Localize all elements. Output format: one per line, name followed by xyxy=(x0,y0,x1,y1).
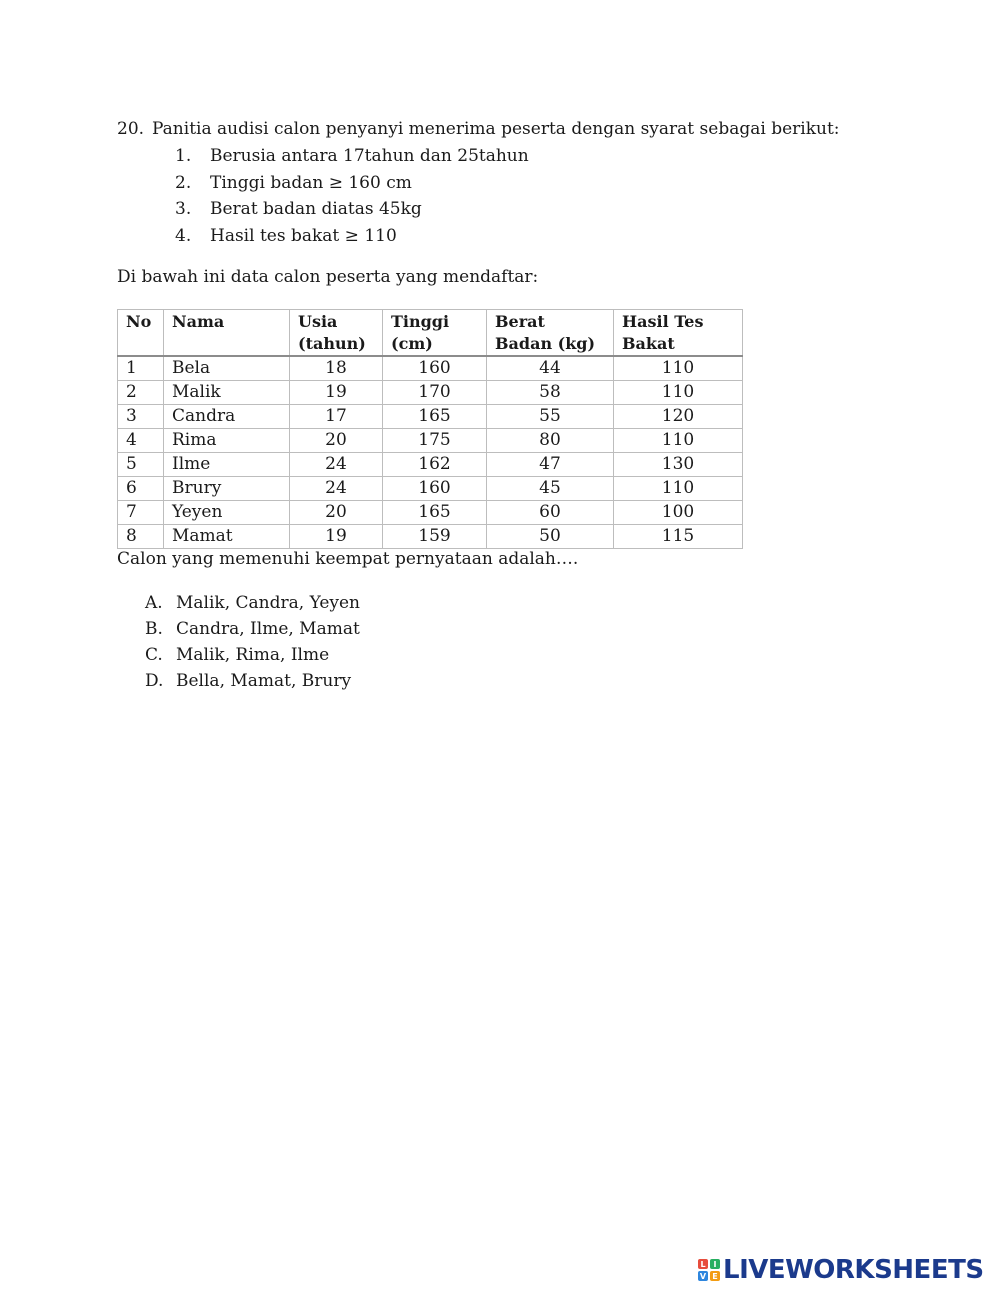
cell-tinggi: 160 xyxy=(383,477,487,501)
cell-nama: Malik xyxy=(164,381,290,405)
liveworksheets-logo[interactable] xyxy=(698,1256,984,1284)
cell-usia: 20 xyxy=(290,501,383,525)
table-row xyxy=(118,381,743,405)
table-intro: Di bawah ini data calon peserta yang mendaftar: xyxy=(117,267,539,287)
cell-hasil: 100 xyxy=(614,501,743,525)
table-row xyxy=(118,356,743,381)
cell-no: 7 xyxy=(118,501,164,525)
question-text: Panitia audisi calon penyanyi menerima peserta dengan syarat sebagai berikut: xyxy=(152,119,840,139)
logo-text: LIVEWORKSHEETS xyxy=(723,1255,984,1285)
cell-tinggi: 170 xyxy=(383,381,487,405)
cell-nama: Rima xyxy=(164,429,290,453)
candidate-table xyxy=(117,309,743,549)
table-row xyxy=(118,429,743,453)
cell-no: 1 xyxy=(118,356,164,381)
header-berat: Berat Badan (kg) xyxy=(487,310,614,357)
table-row xyxy=(118,477,743,501)
criteria-item: 4. Hasil tes bakat ≥ 110 xyxy=(175,225,397,246)
cell-usia: 19 xyxy=(290,381,383,405)
cell-no: 5 xyxy=(118,453,164,477)
cell-tinggi: 165 xyxy=(383,501,487,525)
cell-usia: 24 xyxy=(290,477,383,501)
cell-no: 6 xyxy=(118,477,164,501)
logo-mark-icon: L I V E xyxy=(698,1259,720,1281)
cell-hasil: 120 xyxy=(614,405,743,429)
criteria-item: 3. Berat badan diatas 45kg xyxy=(175,199,422,219)
cell-berat: 60 xyxy=(487,501,614,525)
header-usia: Usia (tahun) xyxy=(290,310,383,357)
cell-berat: 47 xyxy=(487,453,614,477)
cell-no: 2 xyxy=(118,381,164,405)
cell-usia: 19 xyxy=(290,525,383,549)
question-prompt: Calon yang memenuhi keempat pernyataan adalah…. xyxy=(117,549,579,569)
question-stem xyxy=(117,117,840,141)
cell-hasil: 110 xyxy=(614,477,743,501)
cell-usia: 17 xyxy=(290,405,383,429)
cell-no: 3 xyxy=(118,405,164,429)
option-d[interactable]: D. Bella, Mamat, Brury xyxy=(145,671,352,691)
cell-nama: Brury xyxy=(164,477,290,501)
table-header-row xyxy=(118,310,743,357)
criteria-item: 1. Berusia antara 17tahun dan 25tahun xyxy=(175,146,529,166)
criteria-item: 2. Tinggi badan ≥ 160 cm xyxy=(175,172,412,193)
table-row xyxy=(118,501,743,525)
cell-tinggi: 162 xyxy=(383,453,487,477)
option-b[interactable]: B. Candra, Ilme, Mamat xyxy=(145,619,360,639)
cell-berat: 50 xyxy=(487,525,614,549)
cell-nama: Candra xyxy=(164,405,290,429)
cell-usia: 18 xyxy=(290,356,383,381)
cell-nama: Mamat xyxy=(164,525,290,549)
option-c[interactable]: C. Malik, Rima, Ilme xyxy=(145,645,330,665)
cell-no: 8 xyxy=(118,525,164,549)
cell-berat: 58 xyxy=(487,381,614,405)
cell-berat: 44 xyxy=(487,356,614,381)
header-hasil: Hasil Tes Bakat xyxy=(614,310,743,357)
option-a[interactable]: A. Malik, Candra, Yeyen xyxy=(145,593,360,613)
cell-berat: 55 xyxy=(487,405,614,429)
cell-nama: Ilme xyxy=(164,453,290,477)
header-no: No xyxy=(118,310,164,357)
cell-nama: Bela xyxy=(164,356,290,381)
table-body xyxy=(118,356,743,549)
cell-no: 4 xyxy=(118,429,164,453)
cell-hasil: 110 xyxy=(614,356,743,381)
cell-usia: 24 xyxy=(290,453,383,477)
header-nama: Nama xyxy=(164,310,290,357)
question-number: 20. xyxy=(117,119,145,139)
cell-tinggi: 175 xyxy=(383,429,487,453)
cell-tinggi: 159 xyxy=(383,525,487,549)
header-tinggi: Tinggi (cm) xyxy=(383,310,487,357)
answer-options xyxy=(145,590,360,694)
cell-nama: Yeyen xyxy=(164,501,290,525)
cell-berat: 45 xyxy=(487,477,614,501)
cell-hasil: 115 xyxy=(614,525,743,549)
cell-hasil: 110 xyxy=(614,429,743,453)
cell-berat: 80 xyxy=(487,429,614,453)
cell-hasil: 110 xyxy=(614,381,743,405)
cell-hasil: 130 xyxy=(614,453,743,477)
table-row xyxy=(118,525,743,549)
cell-tinggi: 160 xyxy=(383,356,487,381)
cell-usia: 20 xyxy=(290,429,383,453)
table-row xyxy=(118,405,743,429)
criteria-list xyxy=(175,143,529,249)
table-row xyxy=(118,453,743,477)
cell-tinggi: 165 xyxy=(383,405,487,429)
